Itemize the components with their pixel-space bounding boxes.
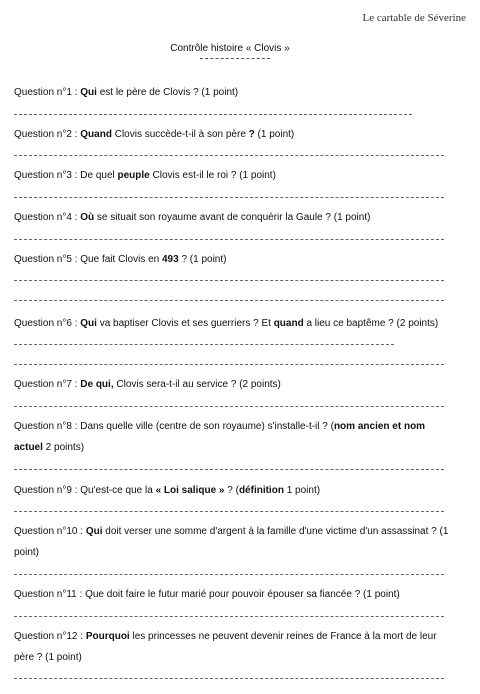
question-number: Question n°9 : <box>14 485 81 496</box>
question-number: Question n°3 : <box>14 170 81 181</box>
question-5 <box>14 249 454 270</box>
question-1 <box>14 82 454 103</box>
answer-line <box>14 574 444 575</box>
question-3 <box>14 165 454 186</box>
question-7 <box>14 374 454 395</box>
question-bold-text: Qui <box>80 318 97 329</box>
question-number: Question n°6 : <box>14 318 81 329</box>
question-text: ? ( <box>224 485 239 496</box>
question-bold-text: définition <box>238 485 284 496</box>
question-12 <box>14 626 454 668</box>
answer-line <box>14 114 412 115</box>
question-number: Question n°11 : <box>14 589 86 600</box>
answer-line <box>14 406 444 407</box>
question-text: Clovis succède-t-il à son père <box>111 129 249 140</box>
question-11 <box>14 584 454 605</box>
question-text: se situait son royaume avant de conquérir la Gaule ? (1 point) <box>94 212 371 223</box>
title-underline <box>200 58 270 59</box>
question-number: Question n°8 : <box>14 421 81 432</box>
question-bold-text: ? <box>248 129 255 140</box>
answer-line <box>14 197 444 198</box>
answer-line <box>14 239 444 240</box>
answer-line-inline <box>14 344 394 345</box>
question-text: Clovis sera-t-il au service ? (2 points) <box>113 379 281 390</box>
question-text: a lieu ce baptême ? (2 points) <box>303 318 439 329</box>
question-bold-text: De qui, <box>80 379 114 390</box>
question-text: les princesses ne peuvent devenir reines de France à la mort de leur père ? (1 point) <box>14 631 437 663</box>
question-text: Clovis est-il le roi ? (1 point) <box>149 170 276 181</box>
question-10 <box>14 521 454 563</box>
question-number: Question n°2 : <box>14 129 81 140</box>
question-4 <box>14 207 454 228</box>
question-text: doit verser une somme d'argent à la famille d'une victime d'un assassinat ? (1 point) <box>14 526 449 558</box>
question-6 <box>14 313 454 355</box>
question-bold-text: « Loi salique » <box>155 485 225 496</box>
question-bold-text: Quand <box>80 129 112 140</box>
question-text: ? (1 point) <box>178 254 227 265</box>
answer-line <box>14 469 444 470</box>
question-bold-text: nom ancien et nom actuel <box>14 421 426 453</box>
answer-line <box>14 280 444 281</box>
question-8 <box>14 416 454 458</box>
answer-line <box>14 678 444 679</box>
question-number: Question n°5 : <box>14 254 81 265</box>
page-title: Contrôle histoire « Clovis » <box>170 43 290 54</box>
question-bold-text: Qui <box>80 87 97 98</box>
question-text: Que doit faire le futur marié pour pouvoir épouser sa fiancée ? (1 point) <box>85 589 400 600</box>
question-text: Qu'est-ce que la <box>80 485 156 496</box>
question-number: Question n°4 : <box>14 212 81 223</box>
question-text: De quel <box>80 170 118 181</box>
question-bold-text: 493 <box>161 254 179 265</box>
answer-line <box>14 616 444 617</box>
question-text: 1 point) <box>283 485 321 496</box>
question-number: Question n°12 : <box>14 631 86 642</box>
question-bold-text: Où <box>80 212 95 223</box>
question-bold-text: Qui <box>85 526 103 537</box>
question-text: va baptiser Clovis et ses guerriers ? Et <box>96 318 274 329</box>
question-text: (1 point) <box>254 129 295 140</box>
question-9 <box>14 480 454 501</box>
question-bold-text: peuple <box>117 170 150 181</box>
question-text: est le père de Clovis ? (1 point) <box>96 87 239 98</box>
question-text: Dans quelle ville (centre de son royaume) s'installe-t-il ? ( <box>80 421 334 432</box>
answer-line <box>14 364 444 365</box>
answer-line <box>14 155 444 156</box>
site-header: Le cartable de Séverine <box>362 12 466 24</box>
question-number: Question n°10 : <box>14 526 86 537</box>
answer-line <box>14 511 444 512</box>
question-text: 2 points) <box>42 442 85 453</box>
question-text: Que fait Clovis en <box>80 254 162 265</box>
answer-line <box>14 300 444 301</box>
question-2 <box>14 124 454 145</box>
question-number: Question n°1 : <box>14 87 81 98</box>
question-bold-text: quand <box>273 318 304 329</box>
question-bold-text: Pourquoi <box>85 631 130 642</box>
question-number: Question n°7 : <box>14 379 81 390</box>
